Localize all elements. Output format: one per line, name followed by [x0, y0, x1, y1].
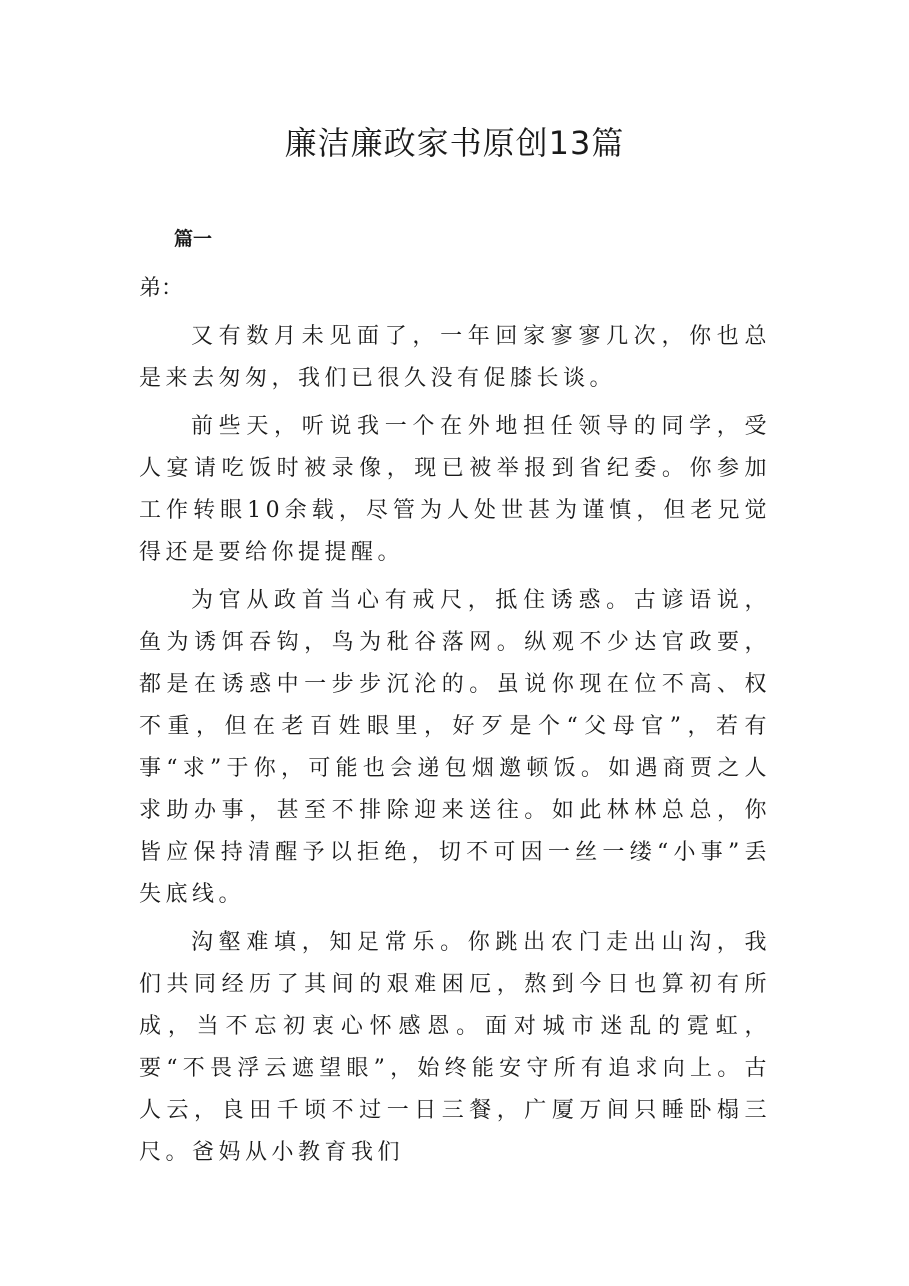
- paragraph-1: 又有数月未见面了，一年回家寥寥几次，你也总是来去匆匆，我们已很久没有促膝长谈。: [139, 324, 771, 391]
- section-heading: 篇一: [174, 228, 213, 250]
- paragraph-2: 前些天，听说我一个在外地担任领导的同学，受人宴请吃饭时被录像，现已被举报到省纪委。你参加工作转眼10余载，尽管为人处世甚为谨慎，但老兄觉得还是要给你提提醒。: [139, 414, 771, 565]
- paragraph-3: 为官从政首当心有戒尺，抵住诱惑。古谚语说，鱼为诱饵吞钩，鸟为秕谷落网。纵观不少达官政要，都是在诱惑中一步步沉沦的。虽说你现在位不高、权不重，但在老百姓眼里，好歹是个“父母官”，若有事“求”于你，可能也会递包烟邀顿饭。如遇商贾之人求助办事，甚至不排除迎来送往。如此林林总总，你皆应保持清醒予以拒绝，切不可因一丝一缕“小事”丢失底线。: [139, 588, 771, 907]
- paragraph-4: 沟壑难填，知足常乐。你跳出农门走出山沟，我们共同经历了其间的艰难困厄，熬到今日也算初有所成，当不忘初衷心怀感恩。面对城市迷乱的霓虹，要“不畏浮云遮望眼”，始终能安守所有追求向上。古人云，良田千顷不过一日三餐，广厦万间只睡卧榻三尺。爸妈从小教育我们: [139, 930, 771, 1165]
- salutation: 弟：: [139, 276, 184, 301]
- document-title: 廉洁廉政家书原创13篇: [284, 124, 625, 162]
- letter-body: [139, 316, 771, 1174]
